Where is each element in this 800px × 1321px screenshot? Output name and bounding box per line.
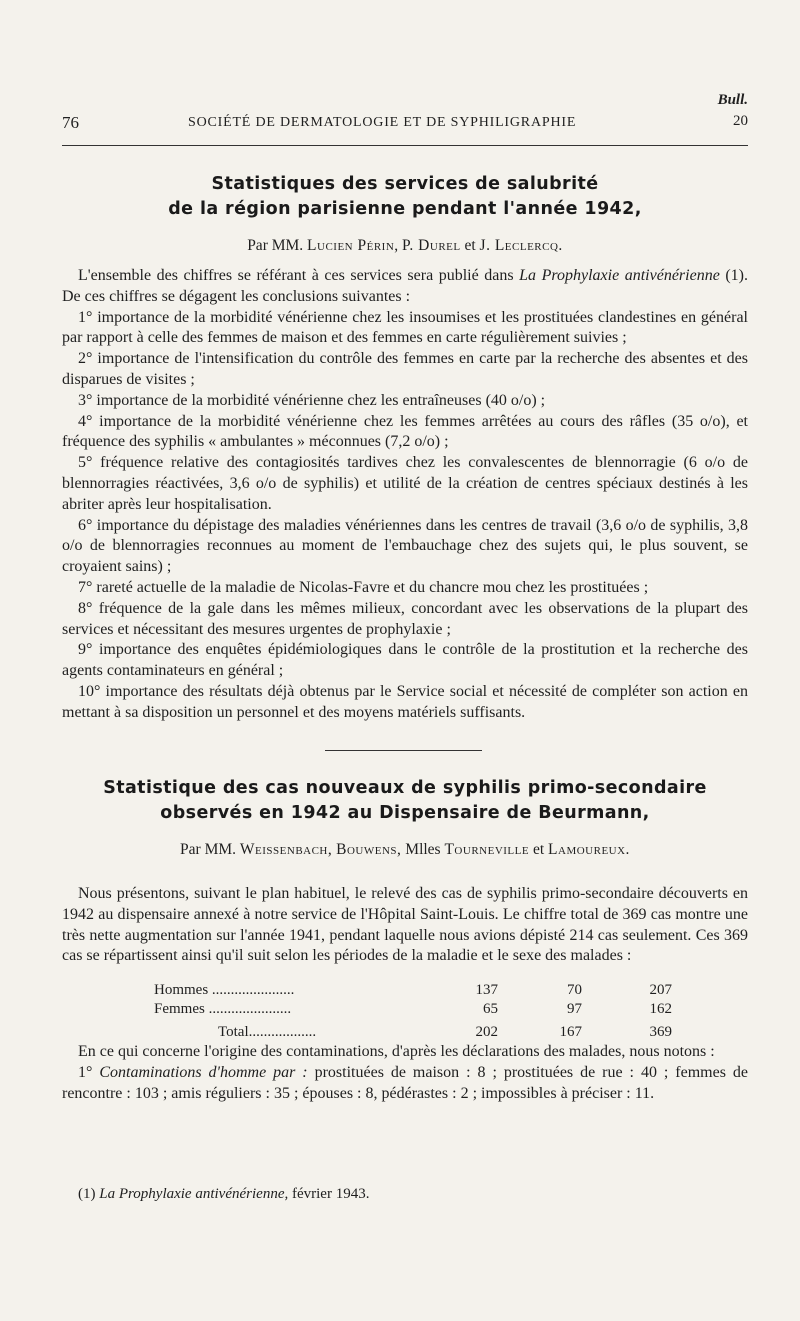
item-text: prostituées de maison : 8 ; prostituées de rue : 40 ; femmes de rencontre : 103 ; amis réguliers : 35 ; épouses : 8, pédérastes : 2 ; impossibles à préciser : 11. bbox=[62, 1063, 748, 1102]
bulletin-label: Bull. bbox=[717, 92, 748, 108]
list-item bbox=[62, 1063, 748, 1105]
authors-conjunction: et bbox=[464, 237, 476, 254]
honorific: Mlles bbox=[405, 841, 441, 858]
author-name: J. Leclercq. bbox=[479, 237, 563, 254]
cell-value: 369 bbox=[649, 1024, 672, 1041]
title-line-1: Statistique des cas nouveaux de syphilis primo-secondaire bbox=[103, 778, 707, 798]
list-item: 1° importance de la morbidité vénérienne chez les insoumises et les prostituées clandestines en général par rapport à celle des femmes de maison et des femmes en carte régulièrement suivies ; bbox=[62, 308, 748, 347]
intro-text: (1). De ces chiffres se dégagent les conclusions suivantes : bbox=[62, 267, 748, 305]
title-line-2: observés en 1942 au Dispensaire de Beurmann, bbox=[160, 803, 650, 823]
table-row-total bbox=[62, 1023, 748, 1042]
intro-text: L'ensemble des chiffres se référant à ces services sera publié dans bbox=[78, 267, 514, 284]
conclusions-list bbox=[62, 308, 748, 724]
list-item: 4° importance de la morbidité vénérienne chez les femmes arrêtées au cours des râfles (35 o/o), et fréquence des syphilis « ambulantes » méconnues (7,2 o/o) ; bbox=[62, 412, 748, 451]
intro-paragraph bbox=[62, 266, 748, 308]
body-paragraph: Nous présentons, suivant le plan habituel, le relevé des cas de syphilis primo-secondaire découverts en 1942 au dispensaire annexé à notre service de l'Hôpital Saint-Louis. Le chiffre total de 369 cas montre une très nette augmentation sur l'année 1941, pendant laquelle nous avions dépisté 214 cas seulement. Ces 369 cas se répartissent ainsi qu'il suit selon les périodes de la maladie et le sexe des malades : bbox=[62, 885, 748, 965]
cell-value: 167 bbox=[559, 1024, 582, 1041]
stats-table bbox=[62, 981, 748, 1042]
cell-value: 202 bbox=[475, 1024, 498, 1041]
footnote-journal: La Prophylaxie antivénérienne, bbox=[99, 1186, 289, 1202]
author-name: Lucien Périn bbox=[307, 237, 395, 254]
author-name: Lamoureux. bbox=[548, 841, 630, 858]
item-heading: Contaminations d'homme par : bbox=[99, 1063, 308, 1081]
authors-prefix: Par MM. bbox=[247, 237, 304, 254]
author-name: Bouwens, bbox=[336, 841, 402, 858]
author-name: Tourneville bbox=[444, 841, 530, 858]
cell-value: 137 bbox=[475, 982, 498, 999]
list-item: 8° fréquence de la gale dans les mêmes milieux, concordant avec les observations de la plupart des services et nécessitant des mesures urgentes de prophylaxie ; bbox=[62, 599, 748, 638]
authors-conjunction: et bbox=[532, 841, 545, 858]
authors-prefix: Par MM. bbox=[180, 841, 237, 858]
author-name: Weissenbach, bbox=[239, 841, 333, 858]
list-item: 9° importance des enquêtes épidémiologiques dans le contrôle de la prostitution et la recherche des agents contaminateurs en général ; bbox=[62, 641, 748, 680]
cell-value: 207 bbox=[649, 982, 672, 999]
item-number: 1° bbox=[78, 1063, 93, 1081]
title-line-1: Statistiques des services de salubrité bbox=[211, 174, 599, 194]
cell-value: 65 bbox=[483, 1001, 498, 1018]
article-salubrite bbox=[62, 172, 748, 724]
footnote-marker: (1) bbox=[78, 1186, 96, 1202]
row-label: Total.................. bbox=[218, 1024, 317, 1041]
article-authors: Par MM. Lucien Périn, P. Durel et J. Leclercq. bbox=[247, 237, 563, 254]
article-title bbox=[62, 172, 748, 222]
running-title: SOCIÉTÉ DE DERMATOLOGIE ET DE SYPHILIGRAPHIE bbox=[188, 115, 577, 130]
contamination-list bbox=[62, 1063, 748, 1105]
header-rule bbox=[62, 145, 748, 146]
running-header bbox=[62, 113, 748, 135]
footnote-date: février 1943. bbox=[291, 1186, 370, 1202]
journal-title: La Prophylaxie antivénérienne bbox=[519, 267, 720, 284]
article-beurmann bbox=[62, 776, 748, 1105]
cell-value: 70 bbox=[567, 982, 582, 999]
article-authors bbox=[62, 840, 748, 860]
author-name: P. Durel bbox=[402, 237, 461, 254]
footnote bbox=[78, 1186, 748, 1203]
list-item: 6° importance du dépistage des maladies vénériennes dans les centres de travail (3,6 o/o de syphilis, 3,8 o/o de blennorragies reconnues au moment de l'embauchage chez des sujets qui, le plus souvent, se croyaient sains) ; bbox=[62, 516, 748, 576]
list-item: 7° rareté actuelle de la maladie de Nicolas-Favre et du chancre mou chez les prostituées ; bbox=[78, 578, 649, 596]
title-line-2: de la région parisienne pendant l'année 1942, bbox=[168, 199, 642, 219]
list-item: 10° importance des résultats déjà obtenus par le Service social et nécessité de compléter son action en mettant à sa disposition un personnel et des moyens matériels suffisants. bbox=[62, 682, 748, 721]
volume-number: 20 bbox=[733, 113, 748, 129]
section-divider bbox=[325, 750, 482, 751]
list-item: 2° importance de l'intensification du contrôle des femmes en carte par la recherche des absentes et des disparues de visites ; bbox=[62, 350, 748, 388]
row-label: Hommes ...................... bbox=[154, 982, 295, 999]
list-item: 5° fréquence relative des contagiosités tardives chez les convalescentes de blennorragie (6 o/o de blennorragies réactivées, 3,6 o/o de syphilis) et utilité de la création de centres spéciaux destinés à les abriter après leur hospitalisation. bbox=[62, 454, 748, 513]
row-label: Femmes ...................... bbox=[154, 1001, 292, 1018]
cell-value: 97 bbox=[567, 1001, 582, 1018]
page-number: 76 bbox=[62, 113, 79, 132]
table-row bbox=[62, 1000, 748, 1019]
cell-value: 162 bbox=[649, 1001, 672, 1018]
body-paragraph: En ce qui concerne l'origine des contaminations, d'après les déclarations des malades, nous notons : bbox=[78, 1043, 715, 1061]
table-row bbox=[62, 981, 748, 1000]
list-item: 3° importance de la morbidité vénérienne chez les entraîneuses (40 o/o) ; bbox=[78, 391, 546, 409]
article-title bbox=[62, 776, 748, 826]
